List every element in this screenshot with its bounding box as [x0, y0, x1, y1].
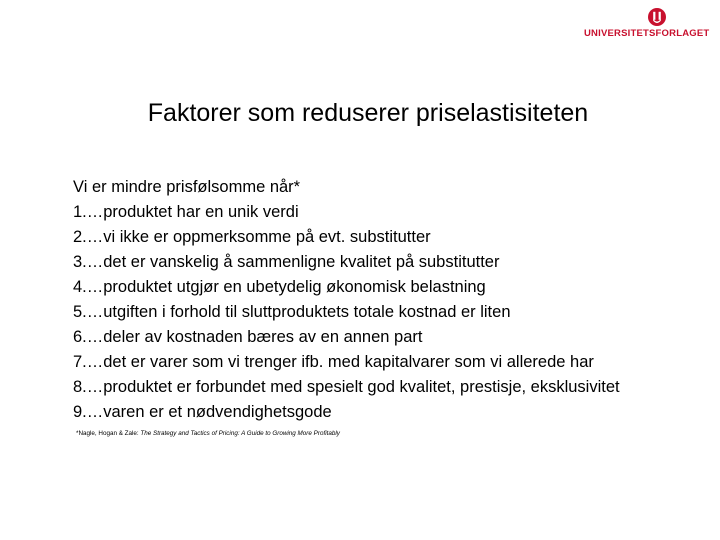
list-item: 6.…deler av kostnaden bæres av en annen part — [73, 328, 423, 346]
source-footnote — [76, 429, 340, 438]
footnote-authors: *Nagle, Hogan & Zale: — [76, 430, 141, 437]
list-item: 7.…det er varer som vi trenger ifb. med kapitalvarer som vi allerede har — [73, 353, 594, 371]
u-emblem-icon — [648, 8, 666, 26]
factor-list — [73, 175, 620, 425]
publisher-logo — [584, 8, 714, 42]
list-item: 9.…varen er et nødvendighetsgode — [73, 403, 332, 421]
publisher-logo-text: UNIVERSITETSFORLAGET — [584, 28, 710, 39]
footnote-book-title: The Strategy and Tactics of Pricing: A Guide to Growing More Profitably — [140, 430, 340, 437]
list-item: 2.…vi ikke er oppmerksomme på evt. substitutter — [73, 228, 431, 246]
list-item: 1.…produktet har en unik verdi — [73, 203, 299, 221]
list-item: 3.…det er vanskelig å sammenligne kvalitet på substitutter — [73, 253, 500, 271]
list-item: 4.…produktet utgjør en ubetydelig økonomisk belastning — [73, 278, 486, 296]
list-item: 5.…utgiften i forhold til sluttproduktets totale kostnad er liten — [73, 303, 511, 321]
list-intro: Vi er mindre prisfølsomme når* — [73, 178, 301, 196]
slide-title: Faktorer som reduserer priselastisiteten — [147, 99, 589, 127]
list-item: 8.…produktet er forbundet med spesielt god kvalitet, prestisje, eksklusivitet — [73, 378, 620, 396]
